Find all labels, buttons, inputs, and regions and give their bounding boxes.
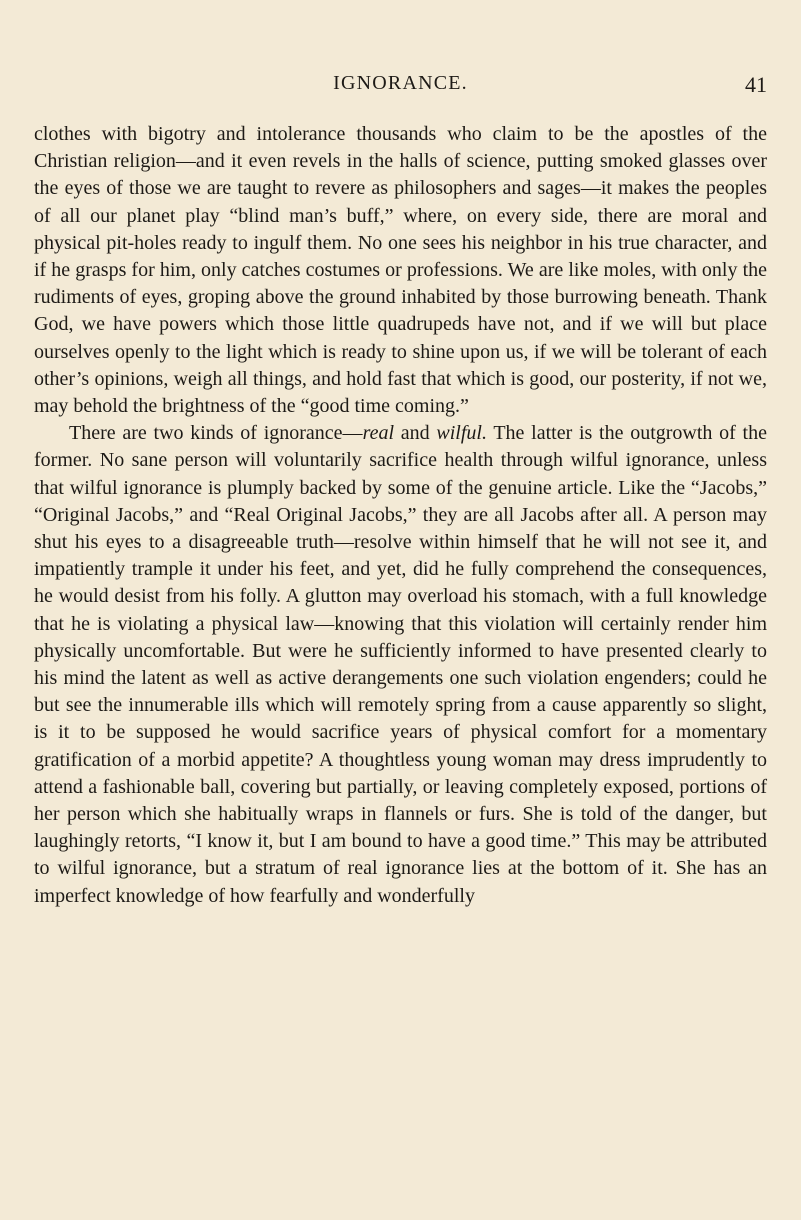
page-number: 41 xyxy=(745,72,767,97)
wilful-emphasis: wilful. xyxy=(436,422,487,445)
paragraph-2-body: The latter is the outgrowth of the former. No sane person will voluntarily sacrifice health through wilful ignorance, unless that wilful ignorance is plumply backed by some of the genuine article. Like the “Jacobs,” “Original Jacobs,” and “Real Original Jacobs,” they are all Jacobs after all. A person may shut his eyes to a disagreeable truth—resolve within himself that he will not see it, and impatiently trample it under his feet, and yet, did he fully comprehend the consequences, he would desist from his folly. A glutton may overload his stomach, with a full knowledge that he is violating a physical law—knowing that this violation will certainly render him physically uncomfortable. But were he sufficiently informed to have presented clearly to his mind the latent as well as active derangements one such violation engenders; could he but see the innumerable ills which will remotely spring from a cause apparently so slight, is it to be supposed he would sacrifice years of physical comfort for a momentary gratification of a morbid appetite? A thoughtless young woman may dress imprudently to attend a fashionable ball, covering but partially, or leaving completely exposed, portions of her person which she habitually wraps in flannels or furs. She is told of the danger, but laughingly retorts, “I know it, but I am bound to have a good time.” This may be attributed to wilful ignorance, but a stratum of real ignorance lies at the bottom of it. She has an imperfect knowledge of how fearfully and wonderfully xyxy=(34,422,767,907)
real-emphasis: real xyxy=(362,422,395,445)
paragraph-1: clothes with bigotry and intolerance thousands who claim to be the apostles of the Christian religion—and it even revels in the halls of science, putting smoked glasses over the eyes of those we are taught to revere as philosophers and sages—it makes the peoples of all our planet play “blind man’s buff,” where, on every side, there are moral and physical pit-holes ready to ingulf them. No one sees his neighbor in his true character, and if he grasps for him, only catches costumes or professions. We are like moles, with only the rudiments of eyes, groping above the ground inhabited by those burrowing beneath. Thank God, we have powers which those little quadrupeds have not, and if we will but place ourselves openly to the light which is ready to shine upon us, if we will be tolerant of each other’s opinions, weigh all things, and hold fast that which is good, our posterity, if not we, may behold the brightness of the “good time coming.” xyxy=(34,123,767,418)
paragraph-2-lead: There are two kinds of ignorance— xyxy=(69,422,363,445)
paragraph-2-and: and xyxy=(394,422,437,445)
page-header xyxy=(34,72,767,104)
paragraph-2 xyxy=(34,420,767,910)
running-head: IGNORANCE. xyxy=(333,72,468,94)
body-text xyxy=(34,121,767,910)
